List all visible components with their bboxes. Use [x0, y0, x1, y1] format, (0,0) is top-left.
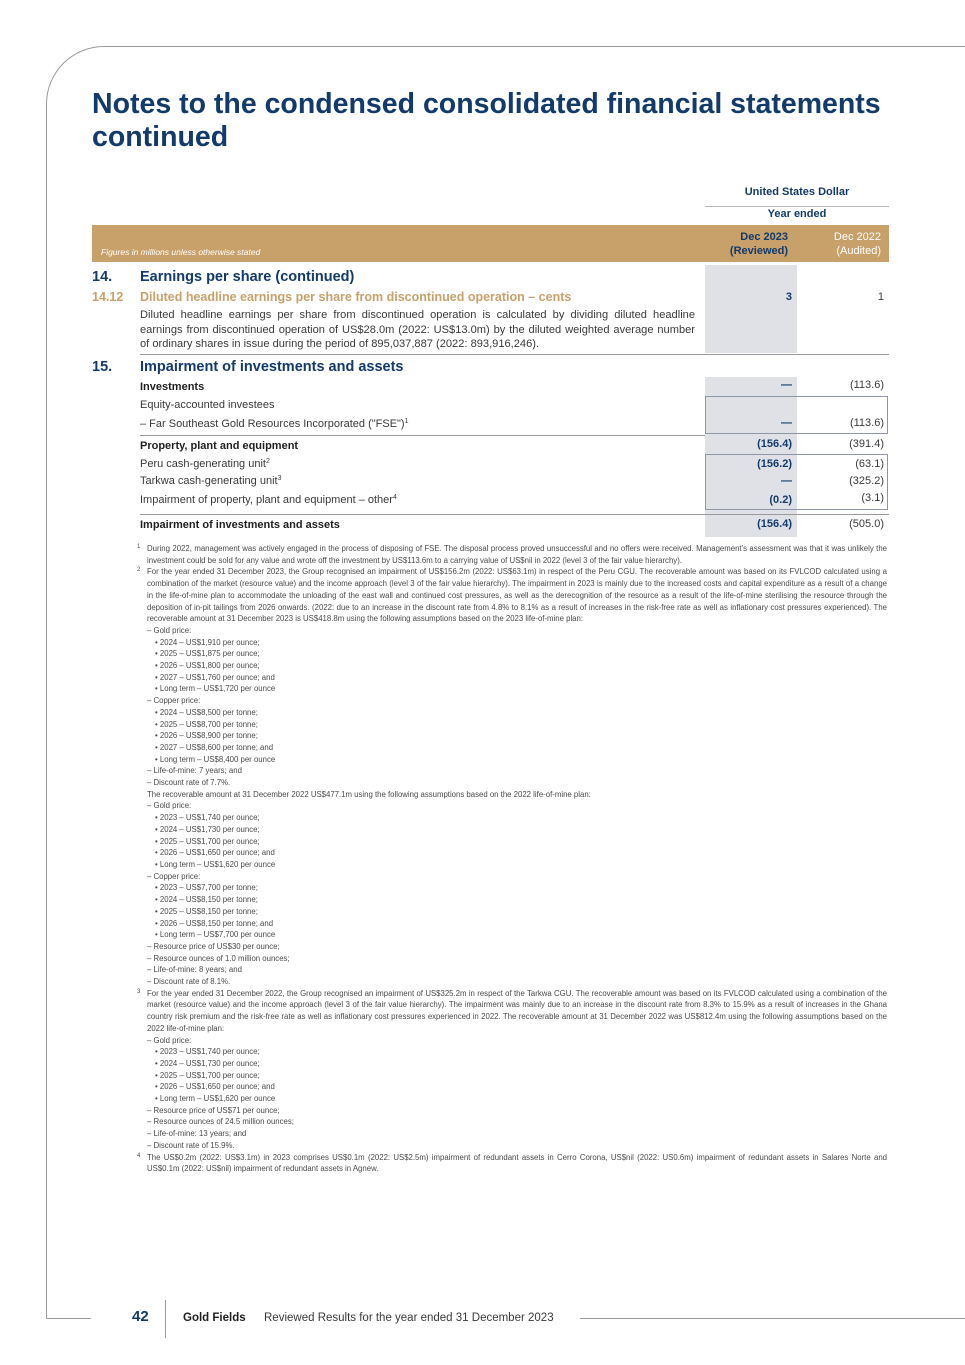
- row-value-2022: (325.2): [849, 475, 884, 487]
- footer-brand: Gold Fields: [183, 1312, 246, 1324]
- column-header-2023-date: Dec 2023: [740, 231, 788, 243]
- footnote-line: • 2024 – US$8,150 per tonne;: [155, 895, 258, 905]
- row-label-text: Impairment of investments and assets: [140, 519, 340, 531]
- divider: [140, 354, 889, 355]
- row-value-2022: (113.6): [849, 417, 884, 429]
- footnote-ref: 4: [392, 494, 397, 501]
- footnote-line: • 2024 – US$1,730 per ounce;: [155, 824, 260, 834]
- figures-note: Figures in millions unless otherwise stated: [101, 247, 261, 257]
- footnote-text: For the year ended 31 December 2023, the Group recognised an impairment of US$156.2m (2022: US$63.1m) in respect of the Peru CGU. The recoverable amount was based on its FVLCOD calculated using a combination of the market (resource value) and the income approach (level 3 of the fair value hierarchy). The impairment in 2023 is mainly due to the increased costs and capital expenditure as a result of a change in the life-of-mine plan to accommodate the unloading of the east wall and continued cost pressures, as well as the derecognition of the resource as a result of the life-of-mine sterilising the resource through the deposition of in-pit tailings from 2026 onwards. (2022: due to an increase in the discount rate from 4.8% to 8.1% as a result of increases in the risk-free rate as well as inflationary cost pressures experienced). The recoverable amount at 31 December 2023 is US$418.8m using the following assumptions based on the 2023 life-of-mine plan:: [147, 567, 887, 624]
- footnote-line: – Life-of-mine: 7 years; and: [147, 766, 242, 776]
- row-value-2022: (63.1): [855, 458, 884, 470]
- column-header-2022: [798, 230, 881, 258]
- row-label-text: Property, plant and equipment: [140, 440, 299, 452]
- footnote-line: • Long term – US$8,400 per ounce: [155, 754, 276, 764]
- footnote-line: The recoverable amount at 31 December 2022 US$477.1m using the following assumptions based on the 2022 life-of-mine plan:: [147, 789, 591, 799]
- footnote: [137, 988, 887, 1152]
- row-label: [140, 519, 340, 531]
- column-header-2022-date: Dec 2022: [833, 231, 881, 243]
- footnote-line: • 2026 – US$1,800 per ounce;: [155, 661, 260, 671]
- row-value-2023: (156.4): [757, 518, 792, 530]
- row-value-2023: (0.2): [769, 494, 792, 506]
- footer-rule-right: [580, 1318, 965, 1319]
- divider: [140, 435, 705, 436]
- footnote-line: • Long term – US$1,720 per ounce: [155, 684, 276, 694]
- row-value-2022: (391.4): [849, 438, 884, 450]
- row-value-2023: —: [781, 475, 792, 487]
- footnote-ref: 2: [265, 458, 270, 465]
- row-value-2023: (156.2): [757, 458, 792, 470]
- row-label: [140, 458, 270, 470]
- footnote-line: • 2025 – US$1,700 per ounce;: [155, 836, 260, 846]
- row-label: [140, 475, 281, 487]
- footnote-line: • 2025 – US$1,700 per ounce;: [155, 1070, 260, 1080]
- footer-rule-left: [46, 1318, 91, 1319]
- footnote-line: – Resource price of US$30 per ounce;: [147, 941, 280, 951]
- row-label: [140, 440, 298, 452]
- section-title: Impairment of investments and assets: [140, 359, 404, 375]
- footnote-mark: 4: [137, 1152, 141, 1159]
- footnote-line: – Resource ounces of 1.0 million ounces;: [147, 953, 290, 963]
- footnote-line: • 2026 – US$8,900 per tonne;: [155, 731, 258, 741]
- row-label-text: Impairment of property, plant and equipment – other: [140, 494, 393, 506]
- divider: [140, 514, 889, 515]
- column-header-2022-status: (Audited): [836, 245, 881, 257]
- footnote-line: – Gold price:: [147, 1035, 192, 1045]
- footnote-line: • 2025 – US$8,150 per tonne;: [155, 906, 258, 916]
- footnote-line: – Copper price:: [147, 696, 201, 706]
- column-header-2023: [705, 230, 788, 258]
- footnote-line: – Discount rate of 8.1%.: [147, 977, 231, 987]
- footnote-line: • Long term – US$7,700 per ounce: [155, 930, 276, 940]
- footnote-line: • 2025 – US$8,700 per tonne;: [155, 719, 258, 729]
- footnote-mark: 1: [137, 544, 141, 550]
- column-header-2023-status: (Reviewed): [729, 245, 788, 257]
- row-label-text: Peru cash-generating unit: [140, 458, 266, 470]
- footnote-ref: 1: [404, 418, 409, 425]
- footer-subtitle: Reviewed Results for the year ended 31 December 2023: [264, 1312, 554, 1324]
- value-2023: 3: [785, 291, 792, 303]
- footnote-mark: 3: [137, 988, 141, 995]
- row-value-2022: (505.0): [849, 518, 884, 530]
- footnote-line: – Life-of-mine: 13 years; and: [147, 1129, 247, 1139]
- footnote-line: • 2023 – US$7,700 per tonne;: [155, 883, 258, 893]
- footnote-line: • 2024 – US$1,730 per ounce;: [155, 1058, 260, 1068]
- section-paragraph: Diluted headline earnings per share from discontinued operation is calculated by dividing diluted headline earnings from discontinued operation of US$28.0m (2022: US$13.0m) by the diluted weighted average number of ordinary shares in issue during the period of 895,037,887 (2022: 893,916,246).: [140, 309, 695, 350]
- period-header: Year ended: [767, 208, 827, 220]
- footnote-line: • 2026 – US$1,650 per ounce; and: [155, 848, 275, 858]
- page-frame-left: [46, 120, 47, 1318]
- subsection-title: Diluted headline earnings per share from discontinued operation – cents: [140, 290, 572, 304]
- footnote-line: • 2023 – US$1,740 per ounce;: [155, 1047, 260, 1057]
- footnote-line: – Copper price:: [147, 871, 201, 881]
- row-value-2022: (3.1): [861, 492, 884, 504]
- footer-separator: [165, 1300, 166, 1338]
- footnote-text: The US$0.2m (2022: US$3.1m) in 2023 comprises US$0.1m (2022: US$2.5m) impairment of redundant assets in Cerro Corona, US$nil (2022: US0.6m) impairment of redundant assets in Salares Norte and US$0.1m (2022: US$nil) impairment of redundant assets in Agnew.: [147, 1152, 887, 1174]
- row-value-2023: —: [781, 417, 792, 429]
- footnote-line: • 2026 – US$1,650 per ounce; and: [155, 1082, 275, 1092]
- column-2023-shade: [705, 265, 797, 353]
- footnote-line: – Resource price of US$71 per ounce;: [147, 1105, 280, 1115]
- footnote-text: During 2022, management was actively engaged in the process of disposing of FSE. The disposal process proved unsuccessful and no offers were received. Management's assessment was that it was unlikely the investment could be sold for any value and wrote off the investment by US$113.6m to a carrying value of US$nil in 2022 (level 3 of the fair value hierarchy).: [147, 544, 887, 565]
- footnote-line: • 2024 – US$8,500 per tonne;: [155, 707, 258, 717]
- footnote-line: – Discount rate of 7.7%.: [147, 778, 231, 788]
- row-label: [140, 381, 204, 393]
- page-title: Notes to the condensed consolidated financial statements continued: [92, 88, 881, 153]
- footnote-line: – Life-of-mine: 8 years; and: [147, 965, 242, 975]
- subsection-number: 14.12: [92, 290, 124, 304]
- footnote-line: • 2027 – US$8,600 per tonne; and: [155, 742, 274, 752]
- section-number: 15.: [92, 359, 113, 375]
- row-label: [140, 399, 275, 411]
- row-label-text: Equity-accounted investees: [140, 399, 275, 411]
- row-value-2023: (156.4): [757, 438, 792, 450]
- value-2022: 1: [877, 291, 884, 303]
- row-label-text: Tarkwa cash-generating unit: [140, 475, 278, 487]
- page-number: 42: [132, 1308, 149, 1325]
- footnote-line: • 2024 – US$1,910 per ounce;: [155, 637, 260, 647]
- footnote-line: • 2025 – US$1,875 per ounce;: [155, 649, 260, 659]
- footnote-line: • 2023 – US$1,740 per ounce;: [155, 813, 260, 823]
- footnote-line: – Resource ounces of 24.5 million ounces;: [147, 1117, 294, 1127]
- footnote-mark: 2: [137, 567, 141, 574]
- section-title: Earnings per share (continued): [140, 269, 355, 285]
- row-value-2023: —: [781, 379, 792, 391]
- row-label-text: – Far Southeast Gold Resources Incorporated ("FSE"): [140, 418, 405, 430]
- table-header-band: [92, 225, 889, 262]
- row-label-text: Investments: [140, 381, 205, 393]
- footnotes: [137, 543, 887, 1175]
- footnote-line: – Gold price:: [147, 801, 192, 811]
- row-label: [140, 418, 409, 430]
- footnote: [137, 1152, 887, 1175]
- footnote-ref: 3: [277, 475, 282, 482]
- footnote-line: – Gold price:: [147, 625, 192, 635]
- footnote-line: • 2027 – US$1,760 per ounce; and: [155, 672, 275, 682]
- footnote-line: • 2026 – US$8,150 per tonne; and: [155, 918, 274, 928]
- row-label: [140, 494, 397, 506]
- footnote-line: – Discount rate of 15.9%.: [147, 1140, 235, 1150]
- footnote-line: • Long term – US$1,620 per ounce: [155, 1094, 276, 1104]
- currency-header: United States Dollar: [705, 186, 889, 207]
- footnote: [137, 543, 887, 566]
- row-value-2022: (113.6): [849, 379, 884, 391]
- footnote-text: For the year ended 31 December 2022, the Group recognised an impairment of US$325.2m in respect of the Tarkwa CGU. The recoverable amount was based on its FVLCOD calculated using a combination of the market (resource value) and the income approach (level 3 of the fair value hierarchy). The impairment was mainly due to an increase in the discount rate from 8.3% to 15.9% as a result of increases in the Ghana country risk premium and the risk-free rate as well as inflationary cost pressures experienced in 2022. The recoverable amount at 31 December 2022 was US$812.4m using the following assumptions based on the 2022 life-of-mine plan:: [147, 988, 887, 1033]
- footnote: [137, 566, 887, 987]
- section-number: 14.: [92, 269, 113, 285]
- footnote-line: • Long term – US$1,620 per ounce: [155, 859, 276, 869]
